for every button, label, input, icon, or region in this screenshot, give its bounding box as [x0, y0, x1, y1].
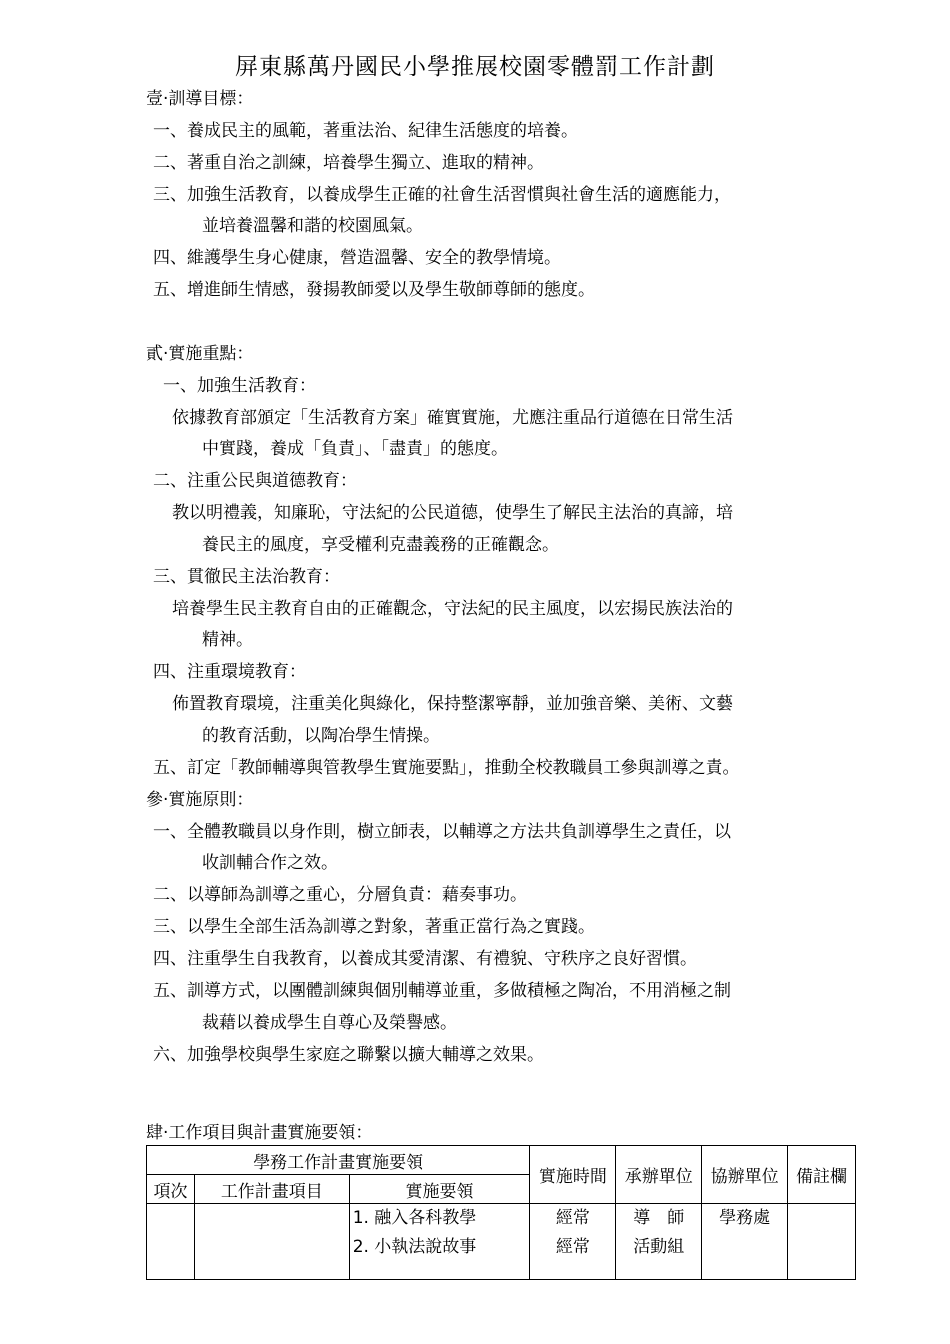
cell-note: [788, 1204, 856, 1280]
section1-item-continuation: 並培養溫馨和諧的校園風氣。: [202, 216, 423, 236]
table-row: [147, 1204, 856, 1280]
section2-heading: 貳·實施重點：: [146, 344, 254, 364]
header-host-unit: 承辦單位: [616, 1146, 702, 1204]
section3-heading: 參·實施原則：: [146, 790, 254, 810]
header-method: 實施要領: [349, 1175, 530, 1204]
method-line: 2. 小執法說故事: [352, 1237, 477, 1257]
header-work-item: 工作計畫項目: [194, 1175, 349, 1204]
assist-line: 學務處: [719, 1208, 771, 1228]
cell-times: [530, 1204, 616, 1280]
section3-item: 二、以導師為訓導之重心，分層負責：藉奏事功。: [153, 885, 527, 905]
section1-item: 五、增進師生情感，發揚教師愛以及學生敬師尊師的態度。: [153, 280, 595, 300]
table-group-header: 學務工作計畫實施要領: [147, 1146, 530, 1175]
section2-paragraph: 佈置教育環境，注重美化與綠化，保持整潔寧靜，並加強音樂、美術、文藝: [172, 694, 733, 714]
section3-item-continuation: 收訓輔合作之效。: [202, 853, 338, 873]
section4-heading: 肆·工作項目與計畫實施要領：: [146, 1123, 373, 1143]
section2-paragraph-continuation: 的教育活動，以陶冶學生情操。: [202, 726, 440, 746]
section1-item: 一、養成民主的風範，著重法治、紀律生活態度的培養。: [153, 121, 578, 141]
section3-item: 五、訓導方式，以團體訓練與個別輔導並重，多做積極之陶冶，不用消極之制: [153, 981, 731, 1001]
cell-hosts: [616, 1204, 702, 1280]
section2-subheading: 四、注重環境教育：: [153, 662, 306, 682]
host-line: 導 師: [633, 1208, 685, 1228]
section3-item: 三、以學生全部生活為訓導之對象，著重正當行為之實踐。: [153, 917, 595, 937]
cell-assists: [702, 1204, 788, 1280]
header-note: 備註欄: [788, 1146, 856, 1204]
section2-paragraph: 培養學生民主教育自由的正確觀念，守法紀的民主風度，以宏揚民族法治的: [172, 599, 733, 619]
section2-subheading: 一、加強生活教育：: [163, 376, 316, 396]
cell-methods: [349, 1204, 530, 1280]
method-line: 1. 融入各科教學: [352, 1208, 477, 1228]
section2-paragraph-continuation: 中實踐，養成「負責」、「盡責」的態度。: [202, 439, 508, 459]
section2-paragraph-continuation: 精神。: [202, 630, 253, 650]
document-title: 屏東縣萬丹國民小學推展校園零體罰工作計劃: [235, 54, 715, 80]
section3-item-continuation: 裁藉以養成學生自尊心及榮譽感。: [202, 1013, 457, 1033]
section1-heading: 壹·訓導目標：: [146, 89, 254, 109]
section2-paragraph: 教以明禮義，知廉恥，守法紀的公民道德，使學生了解民主法治的真諦，培: [172, 503, 733, 523]
cell-work-item: [194, 1204, 349, 1280]
section2-subheading: 五、訂定「教師輔導與管教學生實施要點」，推動全校教職員工參與訓導之責。: [153, 758, 740, 778]
time-line: 經常: [555, 1237, 590, 1257]
section3-item: 四、注重學生自我教育，以養成其愛清潔、有禮貌、守秩序之良好習慣。: [153, 949, 697, 969]
header-time: 實施時間: [530, 1146, 616, 1204]
section2-paragraph: 依據教育部頒定「生活教育方案」確實實施，尤應注重品行道德在日常生活: [172, 408, 733, 428]
section1-item: 二、著重自治之訓練，培養學生獨立、進取的精神。: [153, 153, 544, 173]
section1-item: 三、加強生活教育，以養成學生正確的社會生活習慣與社會生活的適應能力，: [153, 185, 731, 205]
section2-paragraph-continuation: 養民主的風度，享受權利克盡義務的正確觀念。: [202, 535, 559, 555]
header-assist-unit: 協辦單位: [702, 1146, 788, 1204]
header-index: 項次: [147, 1175, 195, 1204]
section2-subheading: 三、貫徹民主法治教育：: [153, 567, 340, 587]
section3-item: 一、全體教職員以身作則，樹立師表，以輔導之方法共負訓導學生之責任，以: [153, 822, 731, 842]
time-line: 經常: [555, 1208, 590, 1228]
section2-subheading: 二、注重公民與道德教育：: [153, 471, 357, 491]
work-plan-table: [146, 1145, 856, 1280]
host-line: 活動組: [633, 1237, 685, 1257]
section3-item: 六、加強學校與學生家庭之聯繫以擴大輔導之效果。: [153, 1045, 544, 1065]
cell-index: [147, 1204, 195, 1280]
section1-item: 四、維護學生身心健康，營造溫馨、安全的教學情境。: [153, 248, 561, 268]
